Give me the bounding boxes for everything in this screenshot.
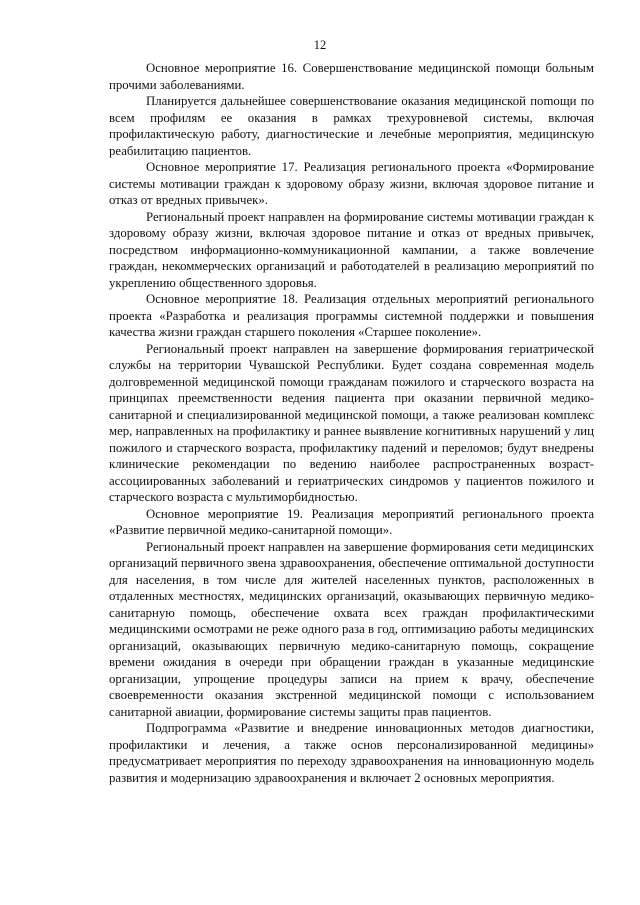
paragraph-measure-19-description: Региональный проект направлен на завершение формирования сети медицинских организаций первичного звена здравоохранения, обеспечение оптимальной доступности для населения, в том числе для жителей населенных пунктов, расположенных в отдаленных местностях, медицинских организаций, оказывающих первичную медико-санитарную помощь, обеспечение охвата всех граждан профилактическими медицинскими осмотрами не реже одного раза в год, оптимизацию работы медицинских организаций, оказывающих первичную медико-санитарную помощь, сокращение времени ожидания в очереди при обращении граждан в указанные медицинские организации, упрощение процедуры записи на прием к врачу, обеспечение своевременности оказания экстренной медицинской помощи с использованием санитарной авиации, формирование системы защиты прав пациентов. bbox=[109, 539, 594, 719]
paragraph-subprogram-description: Подпрограмма «Развитие и внедрение инновационных методов диагностики, профилактики и лечения, а также основ персонализированной медицины» предусматривает мероприятия по переходу здравоохранения на инновационную модель развития и модернизацию здравоохранения и включает 2 основных мероприятия. bbox=[109, 721, 594, 785]
paragraph-measure-18-title: Основное мероприятие 18. Реализация отдельных мероприятий регионального проекта «Разработка и реализация программы системной поддержки и повышения качества жизни граждан старшего поколения «Старшее поколение». bbox=[109, 292, 594, 339]
paragraph-measure-18-description: Региональный проект направлен на завершение формирования гериатрической службы на территории Чувашской Республики. Будет создана современная модель долговременной медицинской помощи гражданам пожилого и старческого возраста на принципах преемственности ведения пациента при оказании первичной медико-санитарной и специализированной медицинской помощи, а также реализован комплекс мер, направленных на профилактику и раннее выявление когнитивных нарушений у лиц пожилого и старческого возраста, профилактику падений и переломов; будут внедрены клинические рекомендации по ведению наиболее распространенных возраст-ассоциированных заболеваний и гериатрических синдромов у пациентов пожилого и старческого возраста с мультиморбидностью. bbox=[109, 341, 594, 504]
paragraph-measure-19-title: Основное мероприятие 19. Реализация мероприятий регионального проекта «Развитие первичной медико-санитарной помощи». bbox=[109, 506, 594, 537]
paragraph-measure-17-description: Региональный проект направлен на формирование системы мотивации граждан к здоровому образу жизни, включая здоровое питание и отказ от вредных привычек, посредством информационно-коммуникационной кампании, а также вовлечение граждан, некоммерческих организаций и работодателей в реализацию мероприятий по укреплению общественного здоровья. bbox=[109, 209, 594, 290]
paragraph-measure-16-title: Основное мероприятие 16. Совершенствование медицинской помощи больным прочими заболеваниями. bbox=[109, 61, 594, 92]
page-number: 12 bbox=[313, 38, 327, 52]
document-body bbox=[109, 60, 594, 786]
paragraph-measure-17-title: Основное мероприятие 17. Реализация регионального проекта «Формирование системы мотивации граждан к здоровому образу жизни, включая здоровое питание и отказ от вредных привычек». bbox=[109, 160, 594, 207]
paragraph-measure-16-description: Планируется дальнейшее совершенствование оказания медицинской поmощи по всем профилям ее оказания в рамках трехуровневой системы, включая профилактическую работу, диагностические и лечебные мероприятия, медицинскую реабилитацию пациентов. bbox=[109, 94, 594, 158]
